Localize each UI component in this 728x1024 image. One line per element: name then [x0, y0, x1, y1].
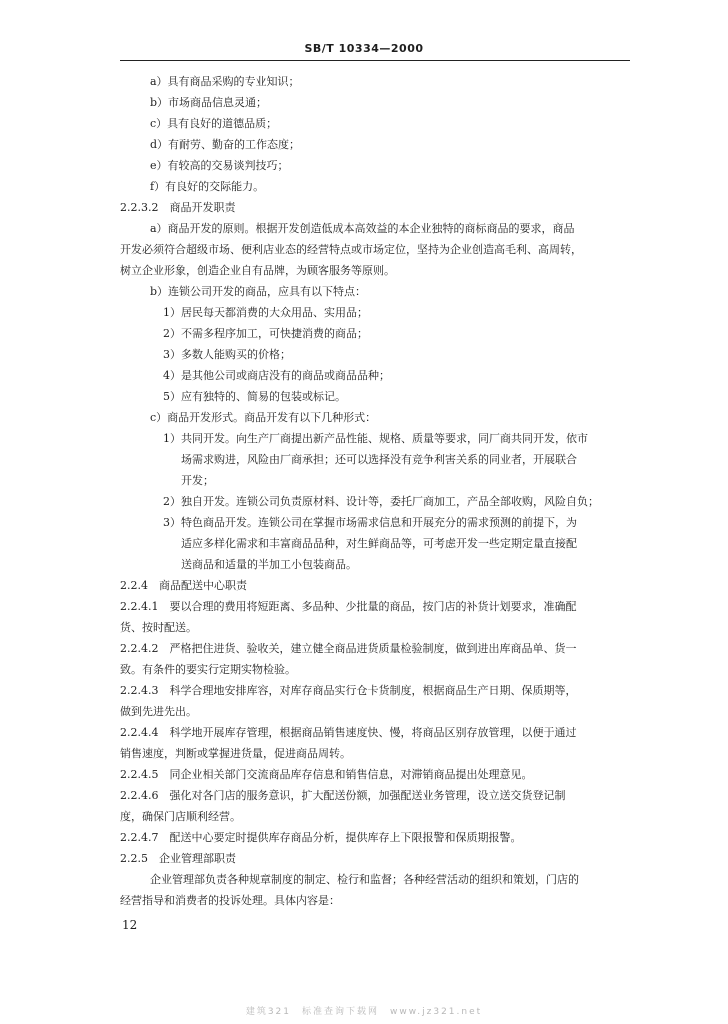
- text-line: 3）多数人能购买的价格；: [163, 348, 291, 361]
- text-line: b）连锁公司开发的商品，应具有以下特点：: [150, 285, 367, 298]
- text-line: 2）不需多程序加工，可快捷消费的商品；: [163, 327, 368, 340]
- text-line: b）市场商品信息灵通；: [150, 96, 268, 109]
- text-line: 2.2.4.5 同企业相关部门交流商品库存信息和销售信息，对滞销商品提出处理意见。: [120, 768, 533, 781]
- text-line: 树立企业形象，创造企业自有品牌，为顾客服务等原则。: [120, 264, 395, 277]
- text-line: a）具有商品采购的专业知识；: [150, 75, 300, 88]
- text-line: 4）是其他公司或商店没有的商品或商品品种；: [163, 369, 390, 382]
- text-line: 2.2.4.1 要以合理的费用将短距离、多品种、少批量的商品，按门店的补货计划要求，准确配: [120, 600, 577, 613]
- text-line: e）有较高的交易谈判技巧；: [150, 159, 289, 172]
- text-line: 1）共同开发。向生产厂商提出新产品性能、规格、质量等要求，同厂商共同开发，依市: [163, 432, 588, 445]
- text-line: 2.2.4.3 科学合理地安排库容，对库存商品实行仓卡货制度，根据商品生产日期、保质期等，: [120, 684, 577, 697]
- text-line: 经营指导和消费者的投诉处理。具体内容是：: [120, 894, 340, 907]
- section-heading: 2.2.5 企业管理部职责: [120, 852, 236, 865]
- text-line: 3）特色商品开发。连锁公司在掌握市场需求信息和开展充分的需求预测的前提下，为: [163, 516, 577, 529]
- text-line: d）有耐劳、勤奋的工作态度；: [150, 138, 301, 151]
- text-line: a）商品开发的原则。根据开发创造低成本高效益的本企业独特的商标商品的要求，商品: [150, 222, 575, 235]
- text-line: 1）居民每天都消费的大众用品、实用品；: [163, 306, 368, 319]
- text-line: 2.2.4.2 严格把住进货、验收关，建立健全商品进货质量检验制度，做到进出库商品单、货一: [120, 642, 577, 655]
- text-line: 5）应有独特的、简易的包装或标记。: [163, 390, 346, 403]
- footer-watermark: 建筑321 标准查询下载网 www.jz321.net: [245, 1007, 483, 1017]
- text-line: 送商品和适量的半加工小包装商品。: [181, 558, 357, 571]
- standard-code-header: SB/T 10334—2000: [304, 42, 424, 55]
- text-line: 开发必须符合超级市场、便利店业态的经营特点或市场定位，坚持为企业创造高毛利、高周转，: [120, 243, 582, 256]
- text-line: 2.2.4.4 科学地开展库存管理，根据商品销售速度快、慢，将商品区别存放管理，以便于通过: [120, 726, 577, 739]
- text-line: 销售速度，判断或掌握进货量，促进商品周转。: [120, 747, 351, 760]
- section-heading: 2.2.3.2 商品开发职责: [120, 201, 236, 214]
- header-rule: [120, 60, 630, 61]
- text-line: f）有良好的交际能力。: [150, 180, 265, 193]
- text-line: 企业管理部负责各种规章制度的制定、检行和监督；各种经营活动的组织和策划，门店的: [150, 873, 579, 886]
- text-line: c）商品开发形式。商品开发有以下几种形式：: [150, 411, 377, 424]
- text-line: 场需求购进，风险由厂商承担；还可以选择没有竞争利害关系的同业者，开展联合: [181, 453, 577, 466]
- section-heading: 2.2.4 商品配送中心职责: [120, 579, 247, 592]
- text-line: 适应多样化需求和丰富商品品种，对生鲜商品等，可考虑开发一些定期定量直接配: [181, 537, 577, 550]
- text-line: 2.2.4.6 强化对各门店的服务意识，扩大配送份额，加强配送业务管理，设立送交货登记制: [120, 789, 566, 802]
- text-line: 2.2.4.7 配送中心要定时提供库存商品分析，提供库存上下限报警和保质期报警。: [120, 831, 522, 844]
- text-line: 2）独自开发。连锁公司负责原材料、设计等，委托厂商加工，产品全部收购，风险自负；: [163, 495, 599, 508]
- text-line: 货、按时配送。: [120, 621, 197, 634]
- text-line: c）具有良好的道德品质；: [150, 117, 278, 130]
- text-line: 度，确保门店顺利经营。: [120, 810, 241, 823]
- text-line: 致。有条件的要实行定期实物检验。: [120, 663, 296, 676]
- text-line: 开发；: [181, 474, 214, 487]
- text-line: 做到先进先出。: [120, 705, 197, 718]
- page-number: 12: [122, 918, 138, 932]
